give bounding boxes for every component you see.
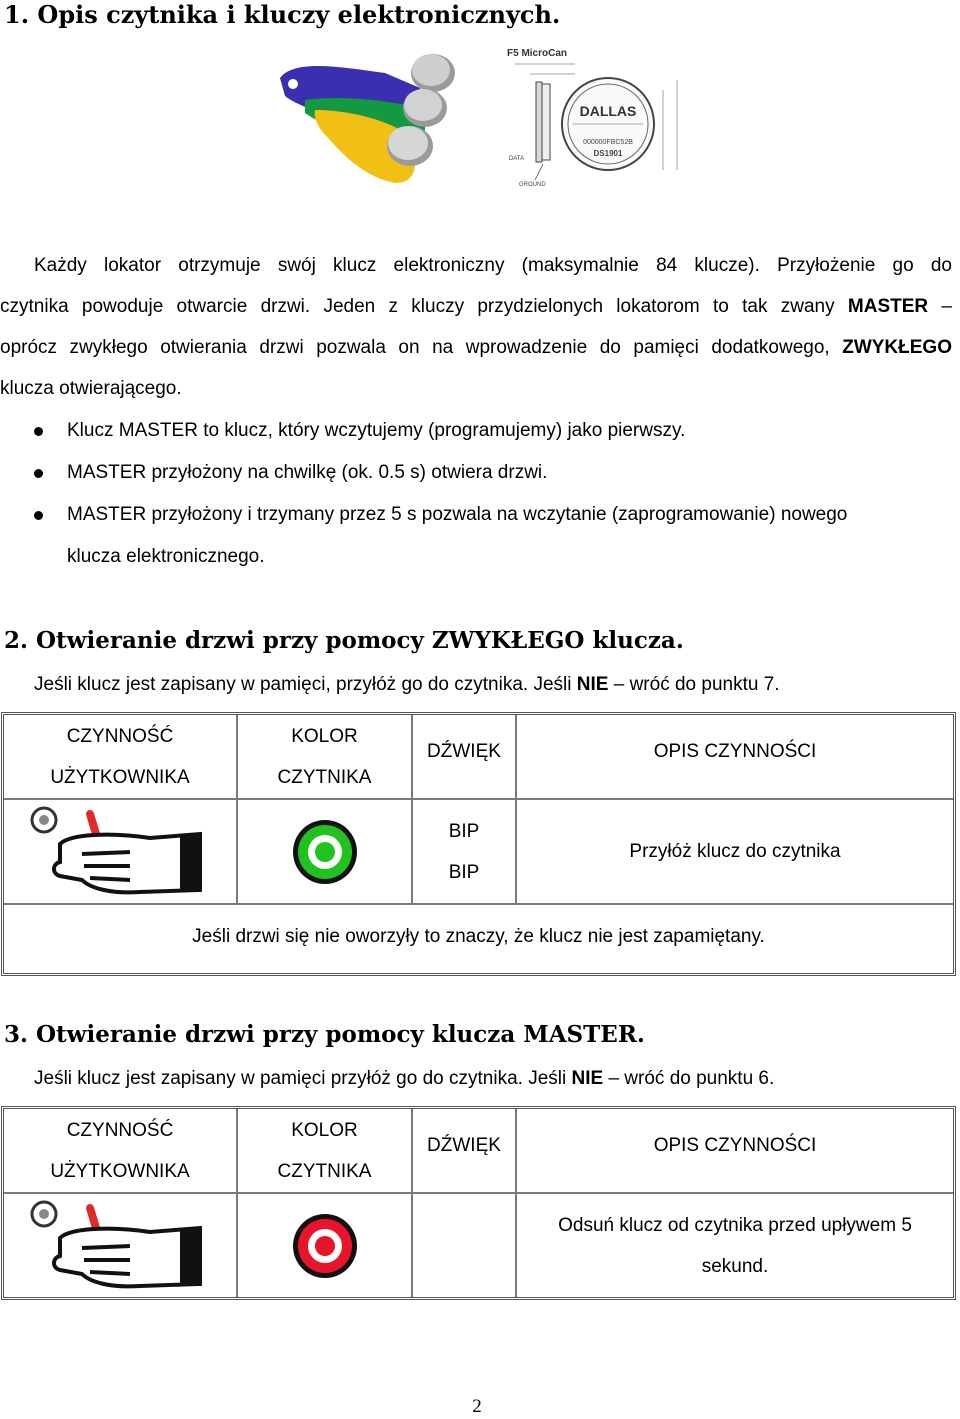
section-2-heading: 2. Otwieranie drzwi przy pomocy ZWYKŁEGO klucza.	[4, 627, 684, 654]
microcan-drawing	[505, 44, 695, 192]
dallas-label: DALLAS	[579, 103, 637, 119]
list-item: Klucz MASTER to klucz, który wczytujemy (programujemy) jako pierwszy.	[0, 410, 960, 452]
section-2-intro: Jeśli klucz jest zapisany w pamięci, przyłóż go do czytnika. Jeśli NIE – wróć do punktu 7.	[34, 674, 780, 695]
header-sound: DŹWIĘK	[427, 740, 501, 762]
reader-ring-inner	[315, 1236, 335, 1256]
microcan-title-label: F5 MicroCan	[507, 48, 568, 59]
section-2-table	[1, 712, 956, 976]
page-number: 2	[472, 1396, 482, 1417]
section-3-heading: 3. Otwieranie drzwi przy pomocy klucza MASTER.	[4, 1021, 645, 1048]
sound-empty	[413, 1194, 515, 1297]
ground-label: GROUND	[519, 182, 546, 188]
table-note: Jeśli drzwi się nie oworzyły to znaczy, że klucz nie jest zapamiętany.	[192, 925, 765, 947]
ibutton-keys-image	[275, 48, 475, 188]
para-line: czytnika powoduje otwarcie drzwi. Jeden z kluczy przydzielonych lokatorom to tak zwany MASTER –	[0, 296, 952, 317]
header-sound: DŹWIĘK	[427, 1134, 501, 1156]
reader-green-indicator	[238, 800, 411, 903]
section-1-heading: 1. Opis czytnika i kluczy elektronicznych.	[4, 0, 561, 29]
sound-beeps: BIP BIP	[448, 820, 480, 883]
section-1-paragraph	[0, 245, 952, 409]
para-line: klucza otwierającego.	[0, 378, 182, 399]
header-action: CZYNNOŚĆ UŻYTKOWNIKA	[50, 725, 190, 788]
action-description: Przyłóż klucz do czytnika	[629, 841, 841, 862]
header-reader-color: KOLOR CZYTNIKA	[277, 725, 372, 788]
reader-ring-inner	[315, 842, 335, 862]
para-line: Każdy lokator otrzymuje swój klucz elektroniczny (maksymalnie 84 klucze). Przyłożenie go do	[34, 255, 952, 276]
serial-label: 000000FBC52B	[583, 139, 633, 146]
master-bold: MASTER	[847, 296, 929, 317]
hand-key-icon	[4, 800, 236, 903]
header-action: CZYNNOŚĆ UŻYTKOWNIKA	[50, 1119, 190, 1182]
header-reader-color: KOLOR CZYTNIKA	[277, 1119, 372, 1182]
action-description: Odsuń klucz od czytnika przed upływem 5 sekund.	[558, 1214, 912, 1277]
model-label: DS1901	[593, 149, 623, 158]
header-description: OPIS CZYNNOŚCI	[653, 1134, 817, 1156]
reader-red-indicator	[238, 1194, 411, 1297]
para-line: oprócz zwykłego otwierania drzwi pozwala on na wprowadzenie do pamięci dodatkowego, ZWYKŁEGO	[0, 337, 952, 358]
data-label: DATA	[509, 156, 525, 162]
bullet-list	[0, 410, 960, 580]
hand-key-icon	[4, 1194, 236, 1297]
section-3-table	[1, 1106, 956, 1300]
list-item: MASTER przyłożony i trzymany przez 5 s pozwala na wczytanie (zaprogramowanie) nowego klucza elektronicznego.	[0, 494, 960, 578]
section-3-intro: Jeśli klucz jest zapisany w pamięci przyłóż go do czytnika. Jeśli NIE – wróć do punktu 6.	[34, 1068, 775, 1089]
list-item: MASTER przyłożony na chwilkę (ok. 0.5 s) otwiera drzwi.	[0, 452, 960, 494]
zwyklego-bold: ZWYKŁEGO	[842, 337, 952, 358]
header-description: OPIS CZYNNOŚCI	[653, 740, 817, 762]
